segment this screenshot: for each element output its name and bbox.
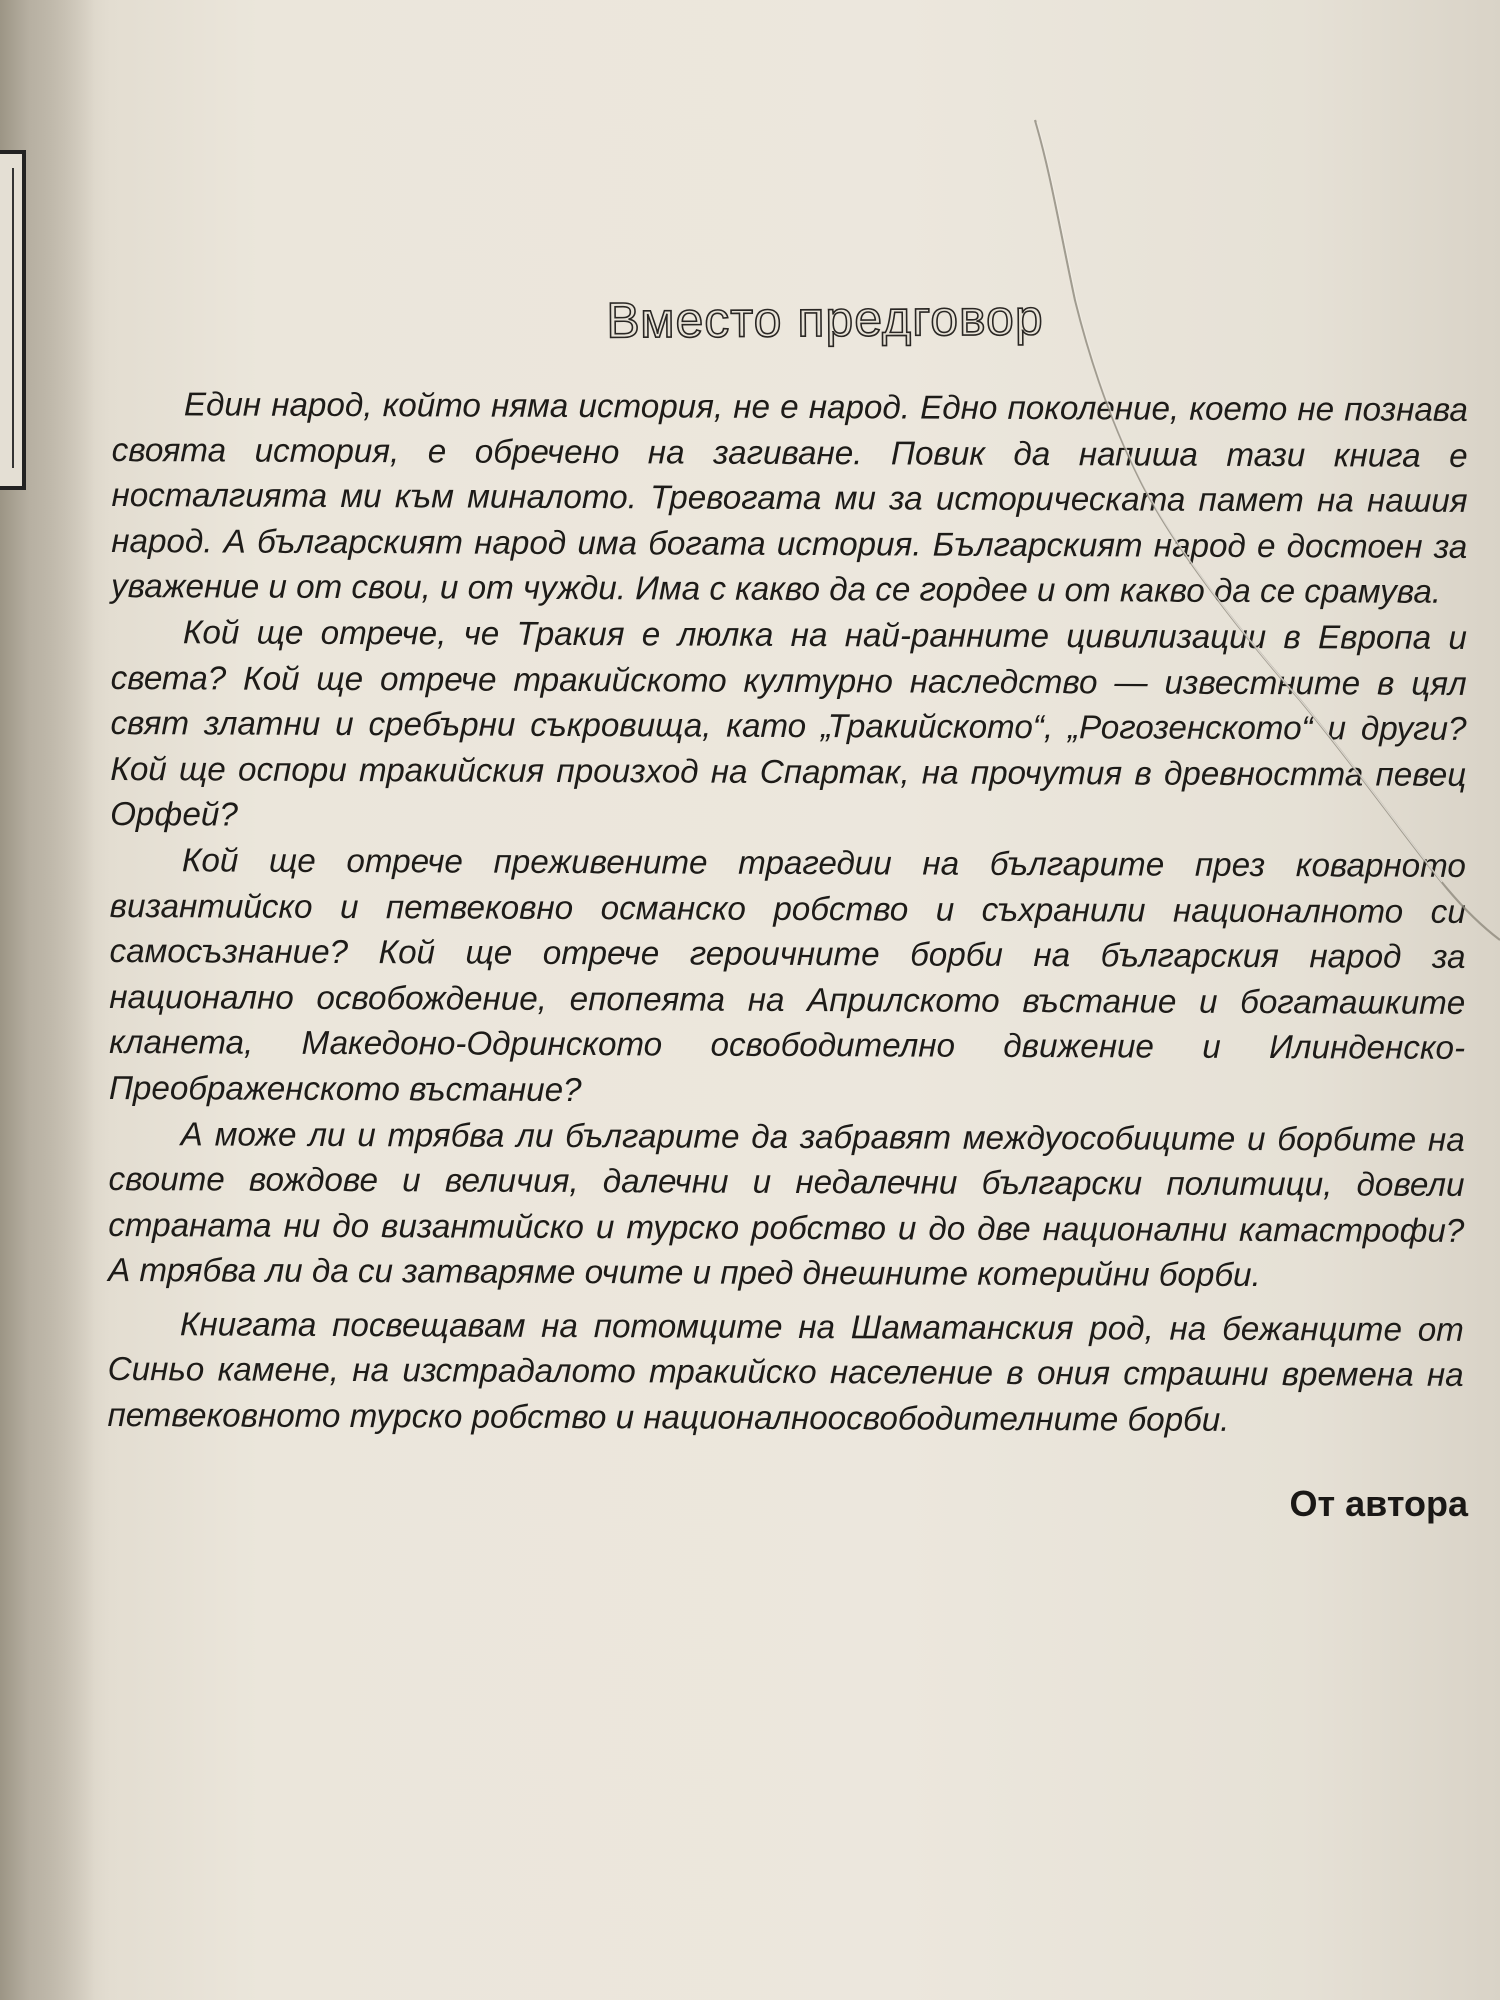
paragraph-2: Кой ще отрече, че Тракия е люлка на най-ранните цивилизации в Европа и света? Кой ще отрече тракийското културно наследство — известните в цял свят златни и сребърни съкровища, като „Тракийското“, „Рогозенското“ и други? Кой ще оспори тракийския произход на Спартак, на прочутия в древността певец Орфей?: [110, 614, 1467, 834]
facing-page-border-line: [0, 168, 14, 468]
author-signature: От автора: [1289, 1482, 1468, 1524]
paragraph-1: Един народ, който няма история, не е народ. Едно поколение, което не познава своята история, е обречено на загиване. Повик да напиша тази книга е носталгията ми към миналото. Тревогата ми за историческата памет на нашия народ. А българският народ има богата история. Българският народ е достоен за уважение и от свои, и от чужди. Има с какво да се гордее и от какво да се срамува.: [111, 386, 1468, 612]
paragraph-3: Кой ще отрече преживените трагедии на българите през коварното византийско и петвековно османско робство и съхранили националното си самосъзнание? Кой ще отрече героичните борби на българския народ за национално освобождение, епопеята на Априлското въстание и богаташките кланета, Македоно-Одринското освободително движение и Илинденско-Преображенското въстание?: [108, 842, 1466, 1109]
paragraph-4: А може ли и трябва ли българите да забравят междуособиците и борбите на своите вождове и величия, далечни и недалечни български политици, довели страната ни до византийско и турско робство и до две национални катастрофи? А трябва ли да си затваряме очите и пред днешните котерийни борби.: [108, 1115, 1465, 1295]
page-content: [107, 289, 1468, 1525]
body-text: [107, 382, 1468, 1445]
page-title: Вместо предговор: [606, 289, 1044, 349]
paragraph-5: Книгата посвещавам на потомците на Шаматанския род, на бежанците от Синьо камене, на изстрадалото тракийско население в ония страшни времена на петвековното турско робство и националноосвободителните борби.: [107, 1306, 1464, 1439]
